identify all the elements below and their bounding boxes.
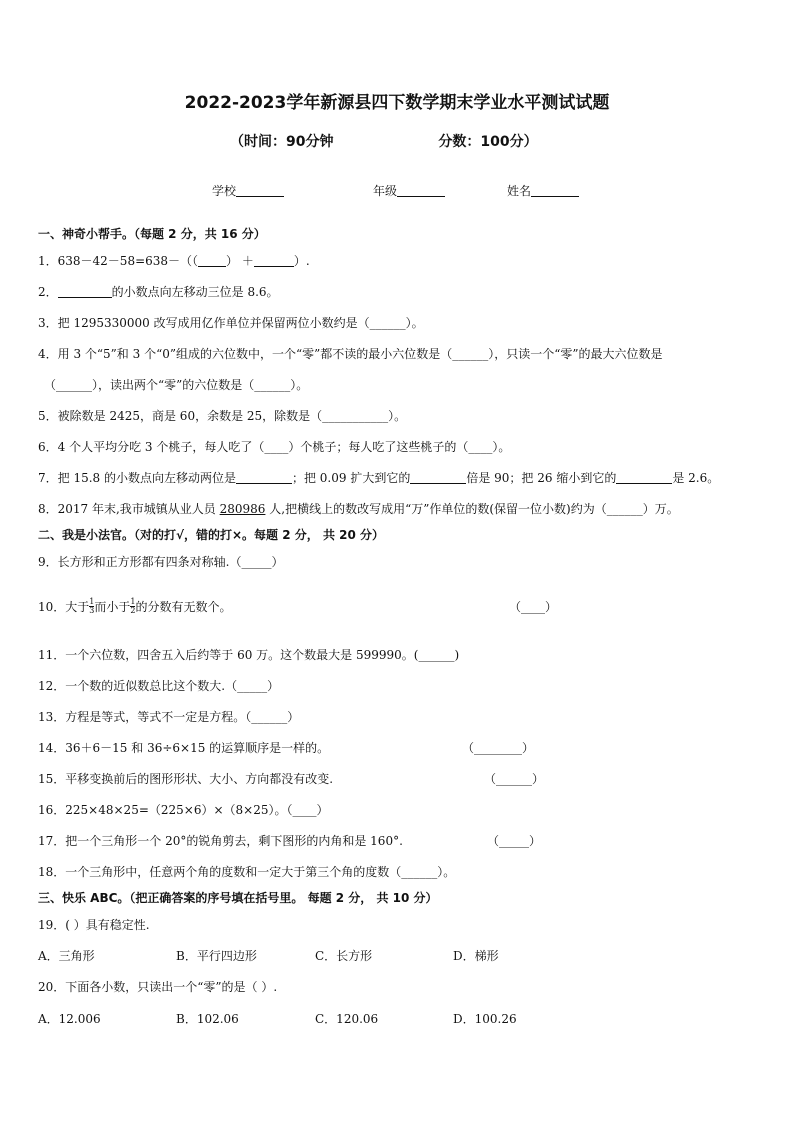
q19-option-d[interactable]: D．梯形 (453, 949, 499, 963)
question-14-answer[interactable]: （________） (462, 741, 535, 755)
question-19: 19．( ）具有稳定性. (38, 918, 150, 932)
page-title: 2022-2023学年新源县四下数学期末学业水平测试试题 (184, 93, 610, 113)
school-field (212, 182, 284, 199)
school-blank[interactable] (236, 184, 284, 197)
question-17: 17．把一个三角形一个 20°的锐角剪去，剩下图形的内角和是 160°. (38, 834, 403, 848)
question-15: 15．平移变换前后的图形形状、大小、方向都没有改变. (38, 772, 334, 786)
question-10-answer[interactable]: （____） (509, 600, 558, 614)
question-11: 11．一个六位数，四舍五入后约等于 60 万。这个数最大是 599990。(______) (38, 648, 460, 662)
section-2-heading: 二、我是小法官。（对的打√，错的打×。每题 2 分， 共 20 分） (38, 528, 384, 542)
question-13: 13．方程是等式，等式不一定是方程。（______） (38, 710, 300, 724)
exam-score: 分数：100分） (438, 134, 538, 150)
question-14: 14．36＋6－15 和 36÷6×15 的运算顺序是一样的。 (38, 741, 330, 755)
grade-label: 年级 (373, 184, 398, 198)
school-label: 学校 (212, 184, 237, 198)
name-label: 姓名 (507, 184, 532, 198)
q20-option-b[interactable]: B．102.06 (176, 1012, 239, 1026)
exam-time: （时间：90分钟 (230, 134, 334, 150)
question-1: 1．638－42－58=638－（（ ） ＋ ）. (38, 254, 310, 268)
question-12: 12．一个数的近似数总比这个数大.（_____） (38, 679, 280, 693)
grade-blank[interactable] (397, 184, 445, 197)
q20-option-d[interactable]: D．100.26 (453, 1012, 517, 1026)
fraction-one-third: $\frac{1}{3}$ (89, 597, 95, 615)
section-3-heading: 三、快乐 ABC。（把正确答案的序号填在括号里。 每题 2 分， 共 10 分） (38, 891, 438, 905)
question-6: 6．4 个人平均分吃 3 个桃子，每人吃了（____）个桃子；每人吃了这些桃子的（____）。 (38, 440, 511, 454)
fraction-one-half: $\frac{1}{2}$ (130, 597, 136, 615)
question-3: 3．把 1295330000 改写成用亿作单位并保留两位小数约是（______）。 (38, 316, 424, 330)
name-blank[interactable] (531, 184, 579, 197)
question-16: 16．225×48×25=（225×6）×（8×25）。（____） (38, 803, 329, 817)
question-17-answer[interactable]: （_____） (487, 834, 542, 848)
question-2: 2． 的小数点向左移动三位是 8.6。 (38, 285, 279, 299)
question-20: 20．下面各小数，只读出一个“零”的是（ ）. (38, 980, 278, 994)
q20-option-c[interactable]: C．120.06 (315, 1012, 379, 1026)
question-5: 5．被除数是 2425，商是 60，余数是 25，除数是（___________）。 (38, 409, 407, 423)
section-1-heading: 一、神奇小帮手。（每题 2 分，共 16 分） (38, 227, 266, 241)
q19-option-b[interactable]: B．平行四边形 (176, 949, 257, 963)
question-10: 10．大于 $\frac{1}{3}$ 而小于 $\frac{1}{2}$ 的分数有无数个。 (38, 597, 232, 615)
name-field (507, 182, 579, 199)
question-7: 7．把 15.8 的小数点向左移动两位是 ；把 0.09 扩大到它的 倍是 90；把 26 缩小到它的 是 2.6。 (38, 471, 720, 485)
question-4: 4．用 3 个“5”和 3 个“0”组成的六位数中，一个“零”都不读的最小六位数是（______），只读一个“零”的最大六位数是 (38, 347, 663, 361)
question-18: 18．一个三角形中，任意两个角的度数和一定大于第三个角的度数（______）。 (38, 865, 456, 879)
q19-option-a[interactable]: A．三角形 (38, 949, 95, 963)
grade-field (373, 182, 445, 199)
q20-option-a[interactable]: A．12.006 (38, 1012, 101, 1026)
q19-option-c[interactable]: C．长方形 (315, 949, 373, 963)
question-9: 9．长方形和正方形都有四条对称轴.（_____） (38, 555, 284, 569)
question-15-answer[interactable]: （______） (484, 772, 545, 786)
question-4-cont: （______），读出两个“零”的六位数是（______）。 (44, 378, 309, 392)
exam-time-score (230, 131, 538, 151)
question-8: 8．2017 年末,我市城镇从业人员 280986 人,把横线上的数改写成用“万”作单位的数(保留一位小数)约为（______）万。 (38, 502, 679, 516)
